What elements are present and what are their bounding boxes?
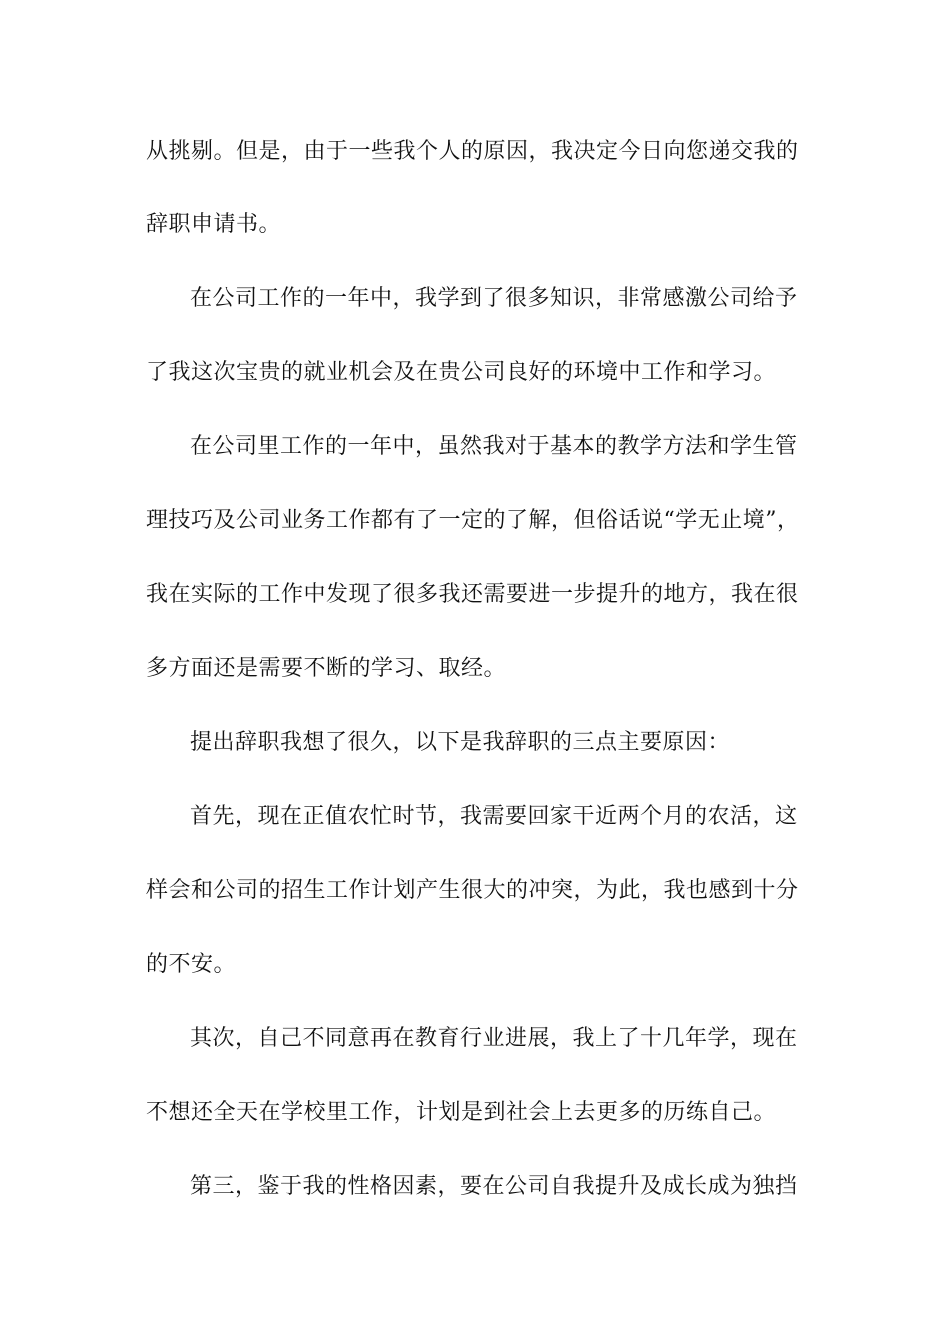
- paragraph-start-line: 首先，现在正值农忙时节，我需要回家干近两个月的农活，这: [190, 804, 798, 829]
- text-line-12: 的不安。: [146, 952, 237, 977]
- paragraph-start-line: 在公司里工作的一年中，虽然我对于基本的教学方法和学生管: [190, 434, 798, 459]
- text-line-4: 了我这次宝贵的就业机会及在贵公司良好的环境中工作和学习。: [146, 360, 777, 385]
- paragraph-start-line: 第三，鉴于我的性格因素，要在公司自我提升及成长成为独挡: [190, 1174, 798, 1199]
- paragraph-start-line: 提出辞职我想了很久，以下是我辞职的三点主要原因：: [190, 730, 731, 755]
- text-line-6: 理技巧及公司业务工作都有了一定的了解，但俗话说“学无止境”，: [146, 508, 800, 533]
- text-line-7: 我在实际的工作中发现了很多我还需要进一步提升的地方，我在很: [146, 582, 799, 607]
- paragraph-start-line: 其次，自己不同意再在教育行业进展，我上了十几年学，现在: [190, 1026, 798, 1051]
- text-line-1: 从挑剔。但是，由于一些我个人的原因，我决定今日向您递交我的: [146, 139, 799, 164]
- paragraph-start-line: 在公司工作的一年中，我学到了很多知识，非常感激公司给予: [190, 286, 798, 311]
- text-line-8: 多方面还是需要不断的学习、取经。: [146, 656, 507, 681]
- text-line-14: 不想还全天在学校里工作，计划是到社会上去更多的历练自己。: [146, 1100, 777, 1125]
- text-line-11: 样会和公司的招生工作计划产生很大的冲突，为此，我也感到十分: [146, 878, 799, 903]
- text-line-2: 辞职申请书。: [146, 212, 282, 237]
